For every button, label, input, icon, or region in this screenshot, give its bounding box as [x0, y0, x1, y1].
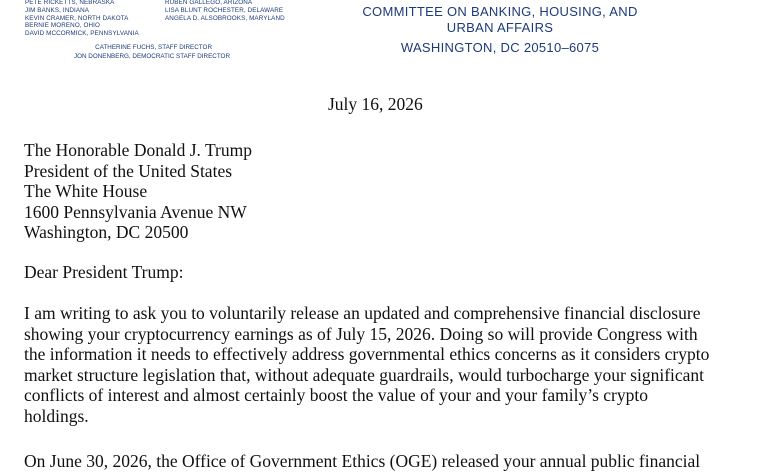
- recipient-line: President of the United States: [24, 160, 233, 181]
- staff-director: CATHERINE FUCHS, STAFF DIRECTOR: [95, 44, 212, 51]
- recipient-address: [24, 140, 252, 243]
- letterhead-members-left: [25, 0, 139, 38]
- member-name: RUBEN GALLEGO, ARIZONA: [165, 0, 253, 6]
- recipient-line: The Honorable Donald J. Trump: [24, 140, 252, 160]
- committee-name-line: COMMITTEE ON BANKING, HOUSING, AND: [362, 4, 638, 19]
- member-name: KEVIN CRAMER, NORTH DAKOTA: [25, 14, 129, 22]
- paragraph-line: conflicts of interest and almost certainly boost the value of your and your family’s crypto: [24, 385, 649, 405]
- member-name: LISA BLUNT ROCHESTER, DELAWARE: [165, 6, 284, 14]
- member-name: JIM BANKS, INDIANA: [25, 6, 90, 14]
- second-paragraph-line: On June 30, 2026, the Office of Government Ethics (OGE) released your annual public financial: [24, 451, 701, 471]
- paragraph-line: the information it needs to effectively address governmental ethics concerns as it considers crypto: [24, 344, 710, 364]
- paragraph-line: market structure legislation that, without adequate guardrails, would turbocharge your significant: [24, 364, 705, 385]
- body-paragraph: [24, 303, 709, 426]
- recipient-line: 1600 Pennsylvania Avenue NW: [24, 201, 247, 222]
- paragraph-line: showing your cryptocurrency earnings as of July 15, 2026. Doing so will provide Congress with: [24, 323, 698, 344]
- letterhead-members-right: [165, 0, 285, 22]
- committee-name-line: URBAN AFFAIRS: [446, 20, 554, 35]
- recipient-line: Washington, DC 20500: [24, 222, 189, 242]
- member-name: ANGELA D. ALSOBROOKS, MARYLAND: [165, 14, 285, 22]
- democratic-staff-director: JON DONENBERG, DEMOCRATIC STAFF DIRECTOR: [73, 53, 230, 60]
- member-name: DAVID MCCORMICK, PENNSYLVANIA: [25, 30, 139, 38]
- committee-name: [350, 4, 650, 56]
- letter-date: July 16, 2026: [328, 94, 423, 114]
- committee-address: WASHINGTON, DC 20510–6075: [400, 40, 600, 55]
- member-name: BERNIE MORENO, OHIO: [25, 22, 101, 30]
- paragraph-line: holdings.: [24, 405, 89, 426]
- recipient-line: The White House: [24, 181, 148, 201]
- paragraph-line: I am writing to ask you to voluntarily release an updated and comprehensive financial disclosure: [24, 303, 701, 323]
- member-name: PETE RICKETTS, NEBRASKA: [25, 0, 115, 6]
- salutation: Dear President Trump:: [24, 262, 184, 282]
- letterhead-staff: [40, 43, 230, 61]
